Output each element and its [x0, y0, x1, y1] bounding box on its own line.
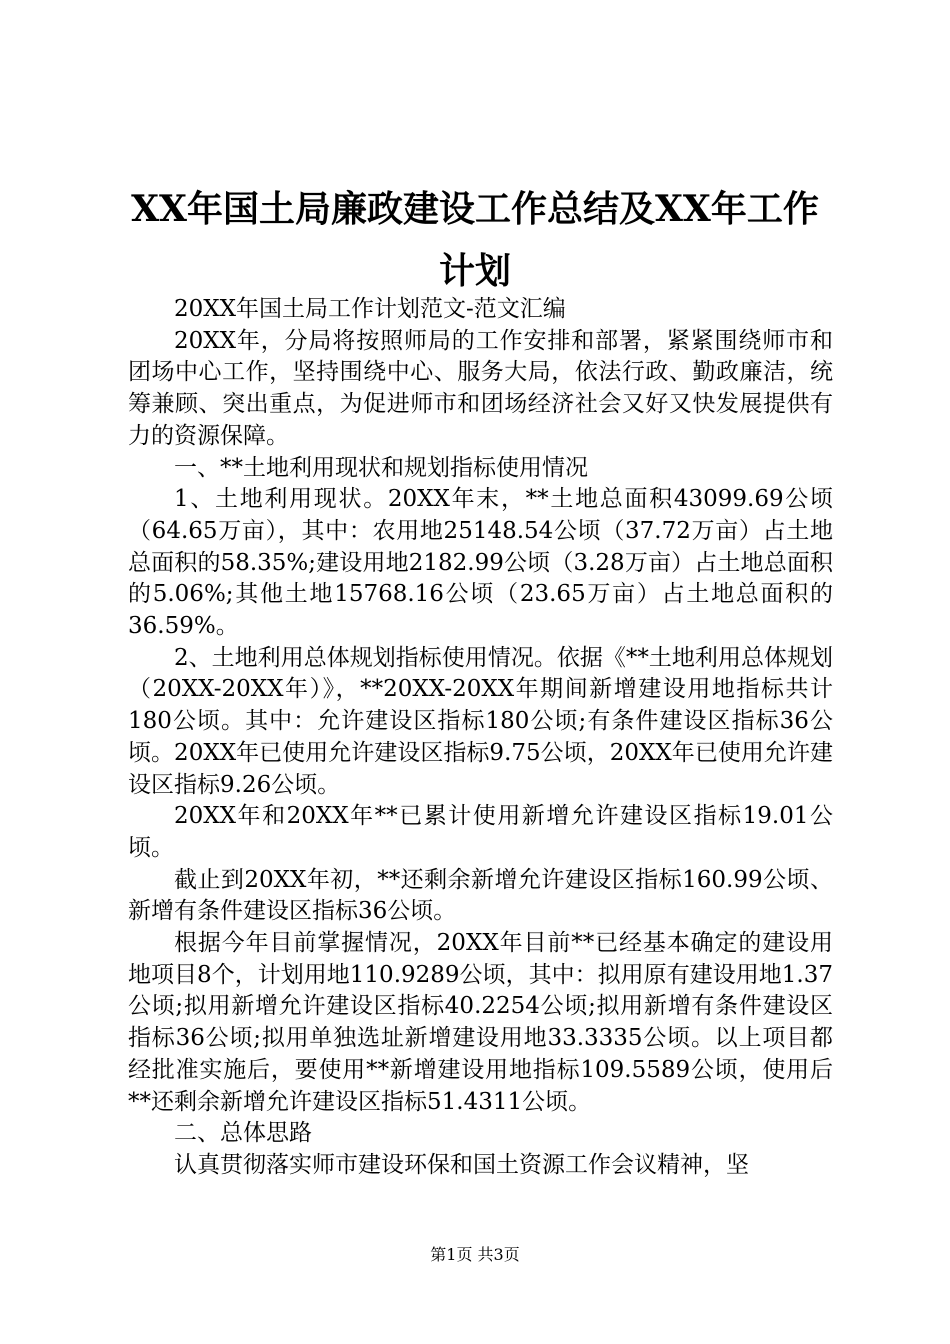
- paragraph: 截止到20XX年初，**还剩余新增允许建设区指标160.99公顷、新增有条件建设区指标36公顷。: [128, 866, 833, 925]
- paragraph: 20XX年，分局将按照师局的工作安排和部署，紧紧围绕师市和团场中心工作，坚持围绕中心、服务大局，依法行政、勤政廉洁，统筹兼顾、突出重点，为促进师市和团场经济社会又好又快发展提供有力的资源保障。: [128, 327, 833, 449]
- paragraph: 1、土地利用现状。20XX年末，**土地总面积43099.69公顷（64.65万亩），其中：农用地25148.54公顷（37.72万亩）占土地总面积的58.35%;建设用地2182.99公顷（3.28万亩）占土地总面积的5.06%;其他土地15768.16公顷（23.65万亩）占土地总面积的36.59%。: [128, 486, 833, 640]
- paragraph: 根据今年目前掌握情况，20XX年目前**已经基本确定的建设用地项目8个，计划用地110.9289公顷，其中：拟用原有建设用地1.37公顷;拟用新增允许建设区指标40.2254公顷;拟用新增有条件建设区指标36公顷;拟用单独选址新增建设用地33.3335公顷。以上项目都经批准实施后，要使用**新增建设用地指标109.5589公顷，使用后**还剩余新增允许建设区指标51.4311公顷。: [128, 930, 833, 1115]
- section-heading: 一、**土地利用现状和规划指标使用情况: [174, 454, 588, 481]
- document-body: [128, 294, 833, 1182]
- section-heading: 二、总体思路: [174, 1120, 312, 1147]
- page-number-footer: 第1页 共3页: [430, 1245, 520, 1264]
- paragraph: 认真贯彻落实师市建设环保和国土资源工作会议精神，坚: [174, 1151, 749, 1178]
- paragraph: 2、土地利用总体规划指标使用情况。依据《**土地利用总体规划（20XX-20XX年）》，**20XX-20XX年期间新增建设用地指标共计180公顷。其中：允许建设区指标180公顷;有条件建设区指标36公顷。20XX年已使用允许建设区指标9.75公顷，20XX年已使用允许建设区指标9.26公顷。: [128, 644, 833, 798]
- paragraph: 20XX年国土局工作计划范文-范文汇编: [174, 296, 566, 322]
- paragraph: 20XX年和20XX年**已累计使用新增允许建设区指标19.01公顷。: [128, 803, 833, 861]
- document-title: XX年国土局廉政建设工作总结及XX年工作计划: [131, 188, 819, 292]
